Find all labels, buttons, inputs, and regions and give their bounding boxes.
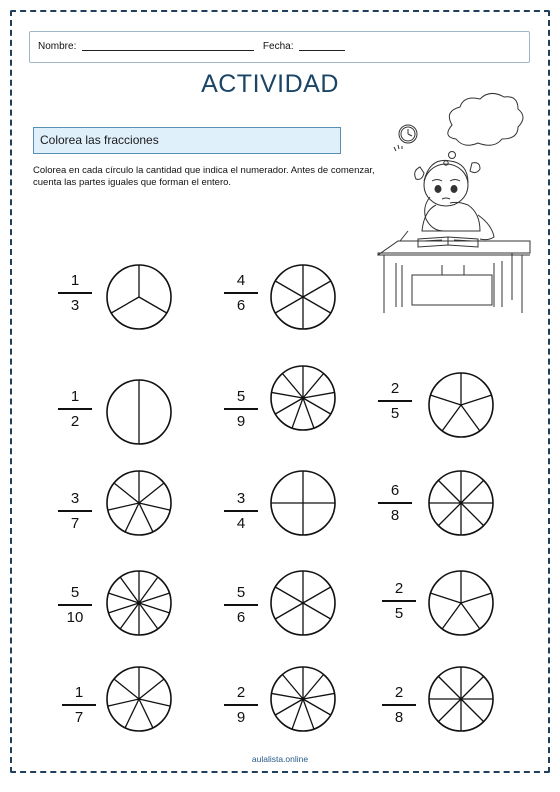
fraction-label bbox=[58, 584, 92, 627]
fraction-denominator: 8 bbox=[390, 507, 400, 524]
fraction-denominator: 9 bbox=[236, 709, 246, 726]
fraction-bar bbox=[58, 604, 92, 606]
fraction-label bbox=[382, 580, 416, 623]
fraction-numerator: 1 bbox=[70, 388, 80, 405]
girl-thinking-at-desk-icon bbox=[372, 85, 532, 315]
fraction-bar bbox=[224, 510, 258, 512]
fraction-denominator: 10 bbox=[66, 609, 84, 626]
fraction-denominator: 4 bbox=[236, 515, 246, 532]
fraction-label bbox=[62, 684, 96, 727]
fraction-circle[interactable] bbox=[104, 377, 174, 447]
fraction-numerator: 2 bbox=[236, 684, 246, 701]
fraction-circle[interactable] bbox=[104, 468, 174, 538]
fraction-numerator: 1 bbox=[74, 684, 84, 701]
fraction-bar bbox=[224, 408, 258, 410]
fraction-numerator: 3 bbox=[70, 490, 80, 507]
fraction-label bbox=[58, 388, 92, 431]
fraction-denominator: 5 bbox=[390, 405, 400, 422]
fraction-label bbox=[378, 482, 412, 525]
fraction-label bbox=[378, 380, 412, 423]
fraction-circle[interactable] bbox=[268, 468, 338, 538]
fraction-denominator: 6 bbox=[236, 609, 246, 626]
fraction-numerator: 5 bbox=[236, 584, 246, 601]
fraction-circle[interactable] bbox=[426, 468, 496, 538]
fraction-denominator: 6 bbox=[236, 297, 246, 314]
fraction-numerator: 6 bbox=[390, 482, 400, 499]
fraction-denominator: 7 bbox=[70, 515, 80, 532]
fraction-label bbox=[224, 272, 258, 315]
fraction-bar bbox=[378, 502, 412, 504]
fraction-label bbox=[382, 684, 416, 727]
date-field-line[interactable] bbox=[299, 39, 345, 51]
fraction-circle[interactable] bbox=[268, 363, 338, 433]
fraction-bar bbox=[58, 408, 92, 410]
fraction-numerator: 3 bbox=[236, 490, 246, 507]
fraction-numerator: 5 bbox=[70, 584, 80, 601]
fraction-bar bbox=[58, 292, 92, 294]
fraction-denominator: 2 bbox=[70, 413, 80, 430]
name-field-line[interactable] bbox=[82, 39, 254, 51]
footer-website: aulalista.online bbox=[251, 754, 309, 764]
instructions-text: Colorea en cada círculo la cantidad que indica el numerador. Antes de comenzar, cuenta las partes iguales que forman el entero. bbox=[33, 165, 375, 188]
fraction-numerator: 5 bbox=[236, 388, 246, 405]
fraction-numerator: 1 bbox=[70, 272, 80, 289]
fraction-denominator: 5 bbox=[394, 605, 404, 622]
fraction-circle[interactable] bbox=[426, 664, 496, 734]
fraction-circle[interactable] bbox=[104, 568, 174, 638]
fraction-label bbox=[224, 388, 258, 431]
fraction-label bbox=[58, 272, 92, 315]
fraction-circle[interactable] bbox=[104, 262, 174, 332]
fraction-label bbox=[58, 490, 92, 533]
fraction-numerator: 2 bbox=[394, 684, 404, 701]
student-info-box bbox=[29, 31, 530, 63]
fraction-bar bbox=[58, 510, 92, 512]
fraction-circle[interactable] bbox=[268, 664, 338, 734]
fraction-bar bbox=[62, 704, 96, 706]
fraction-bar bbox=[382, 704, 416, 706]
fraction-numerator: 4 bbox=[236, 272, 246, 289]
fraction-denominator: 9 bbox=[236, 413, 246, 430]
section-subtitle: Colorea las fracciones bbox=[33, 127, 341, 154]
fraction-numerator: 2 bbox=[394, 580, 404, 597]
fraction-label bbox=[224, 490, 258, 533]
fraction-bar bbox=[224, 704, 258, 706]
fraction-bar bbox=[224, 292, 258, 294]
fraction-bar bbox=[224, 604, 258, 606]
fraction-bar bbox=[382, 600, 416, 602]
date-label: Fecha: bbox=[262, 41, 294, 52]
fraction-circle[interactable] bbox=[426, 568, 496, 638]
fraction-circle[interactable] bbox=[104, 664, 174, 734]
fraction-circle[interactable] bbox=[268, 262, 338, 332]
page-title: ACTIVIDAD bbox=[201, 70, 339, 98]
fraction-circle[interactable] bbox=[268, 568, 338, 638]
fraction-denominator: 8 bbox=[394, 709, 404, 726]
fraction-label bbox=[224, 584, 258, 627]
fraction-bar bbox=[378, 400, 412, 402]
name-label: Nombre: bbox=[38, 41, 77, 52]
fraction-denominator: 7 bbox=[74, 709, 84, 726]
fraction-circle[interactable] bbox=[426, 370, 496, 440]
fraction-denominator: 3 bbox=[70, 297, 80, 314]
fraction-numerator: 2 bbox=[390, 380, 400, 397]
fraction-label bbox=[224, 684, 258, 727]
